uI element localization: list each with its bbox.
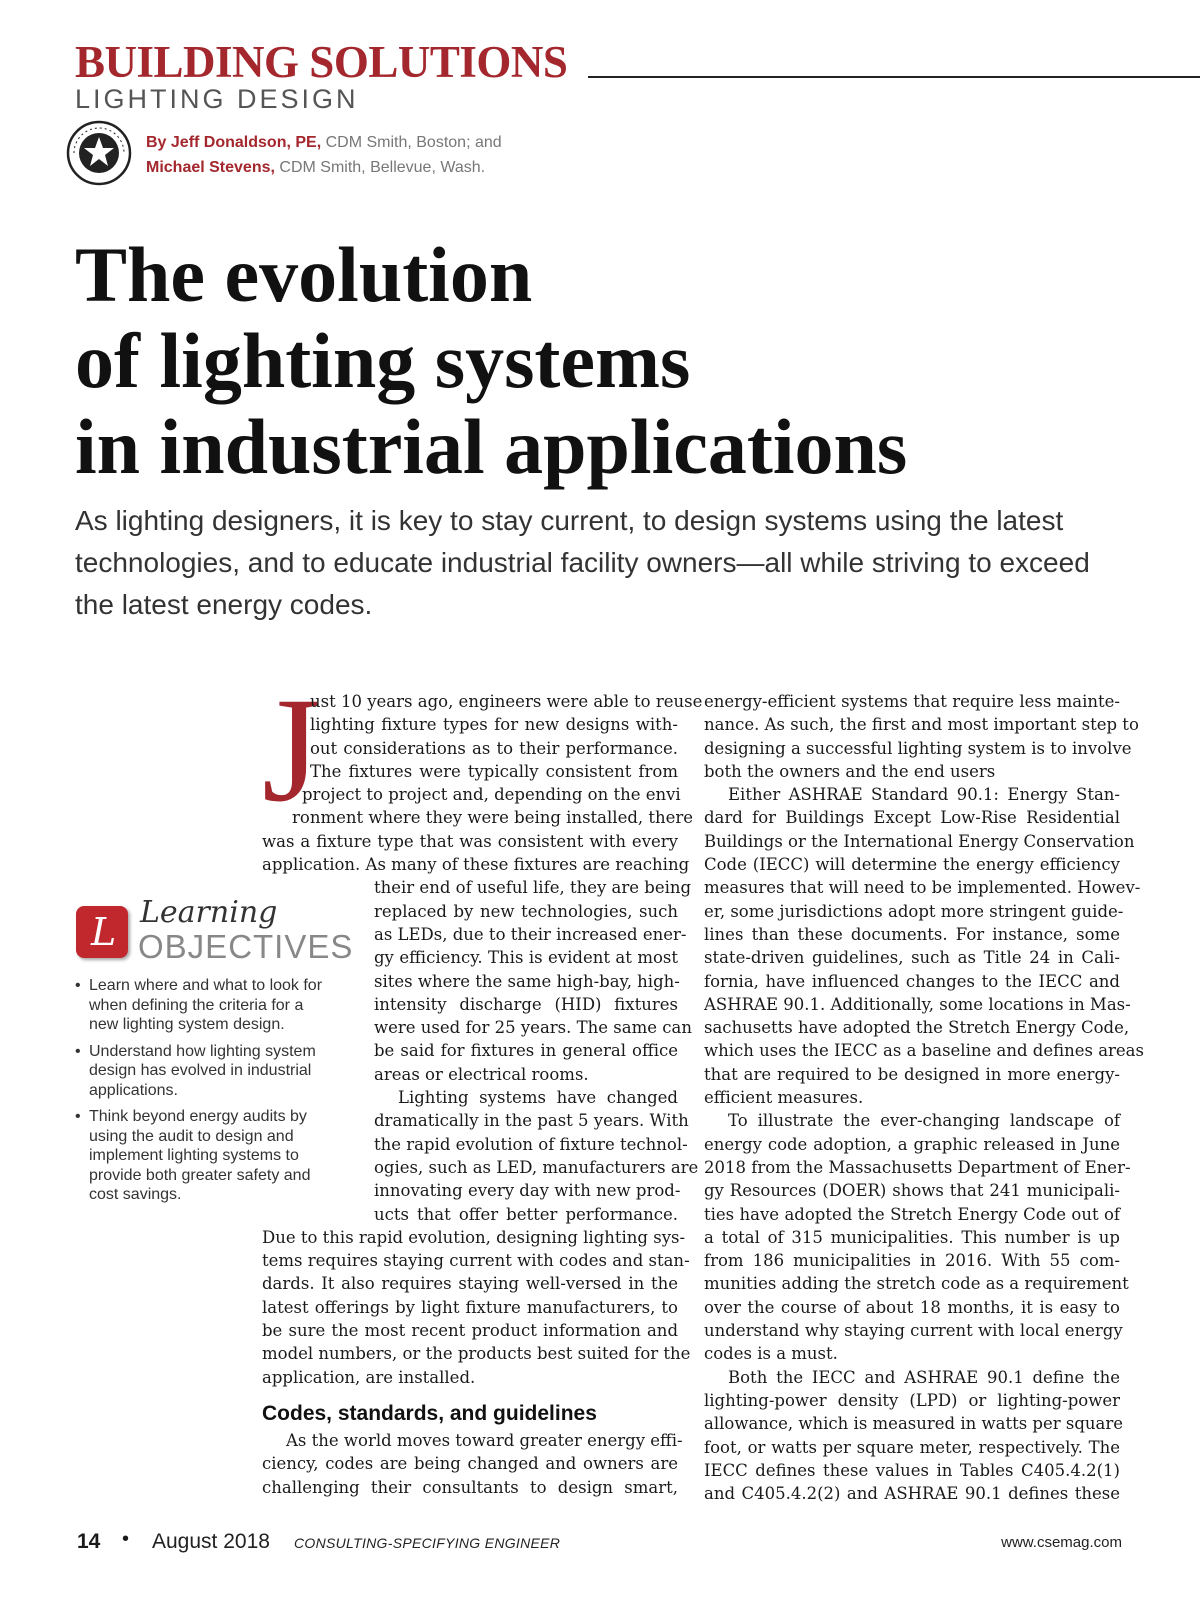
page-number: 14 xyxy=(77,1530,101,1553)
body-line: codes is a must. xyxy=(704,1344,838,1364)
body-line: energy code adoption, a graphic released in June xyxy=(704,1134,1120,1154)
body-line: Lighting systems have changed xyxy=(398,1088,678,1108)
subsection-title: LIGHTING DESIGN xyxy=(75,84,359,114)
body-line: ucts that offer better performance. xyxy=(374,1204,678,1224)
article-title xyxy=(75,232,907,490)
body-line: er, some jurisdictions adopt more stringent guide- xyxy=(704,901,1124,921)
header-rule xyxy=(588,76,1200,78)
author-2-name: Michael Stevens, xyxy=(146,159,275,176)
title-line-1: The evolution xyxy=(75,231,533,318)
body-line: ust 10 years ago, engineers were able to reuse xyxy=(310,692,703,711)
body-line: To illustrate the ever-changing landscape of xyxy=(728,1111,1120,1131)
body-line: munities adding the stretch code as a requirement xyxy=(704,1274,1129,1294)
author-1-name: By Jeff Donaldson, PE, xyxy=(146,134,322,151)
author-1-affiliation: CDM Smith, Boston; and xyxy=(321,134,502,151)
body-line: ties have adopted the Stretch Energy Code out of xyxy=(704,1204,1120,1224)
body-line: replaced by new technologies, such xyxy=(374,901,678,921)
body-line: IECC defines these values in Tables C405.4.2(1) xyxy=(704,1460,1120,1480)
body-line: Both the IECC and ASHRAE 90.1 define the xyxy=(728,1367,1120,1387)
body-line: out considerations as to their performance. xyxy=(310,738,678,758)
issue-date: August 2018 xyxy=(152,1530,270,1553)
author-2-affiliation: CDM Smith, Bellevue, Wash. xyxy=(274,159,486,176)
body-line: energy-efficient systems that require less mainte- xyxy=(704,692,1120,711)
body-line: dard for Buildings Except Low-Rise Residential xyxy=(704,808,1120,828)
learning-label: Learning xyxy=(140,895,278,930)
body-line: latest offerings by light fixture manufacturers, to xyxy=(262,1297,678,1317)
body-line: allowance, which is measured in watts per square xyxy=(704,1414,1124,1434)
body-line: challenging their consultants to design smart, xyxy=(262,1477,678,1497)
body-line: a total of 315 municipalities. This number is up xyxy=(704,1227,1120,1247)
body-line: dramatically in the past 5 years. With xyxy=(374,1111,689,1131)
body-line: As the world moves toward greater energy effi- xyxy=(286,1430,683,1450)
body-line: were used for 25 years. The same can xyxy=(374,1018,692,1038)
body-line: ronment where they were being installed, there xyxy=(292,808,694,828)
body-line: fornia, have influenced changes to the IECC and xyxy=(704,971,1120,991)
body-line: ASHRAE 90.1. Additionally, some locations in Mas- xyxy=(704,994,1131,1014)
body-line: innovating every day with new prod- xyxy=(374,1181,681,1201)
body-line: ciency, codes are being changed and owners are xyxy=(262,1454,678,1474)
body-line: model numbers, or the products best suited for the xyxy=(262,1344,691,1364)
magazine-name: CONSULTING-SPECIFYING ENGINEER xyxy=(294,1535,561,1551)
objective-item: • Think beyond energy audits by using the audit to design and implement lighting systems to provide both greater safety and cost savings. xyxy=(75,1107,337,1205)
byline xyxy=(146,130,502,180)
learning-objectives-icon: L xyxy=(76,906,128,958)
body-line: sachusetts have adopted the Stretch Energy Code, xyxy=(704,1018,1130,1038)
article-deck: As lighting designers, it is key to stay current, to design systems using the latest technologies, and to educate industrial facility owners—all while striving to exceed the latest energy codes. xyxy=(75,505,1090,620)
objective-item: • Understand how lighting system design has evolved in industrial applications. xyxy=(75,1042,337,1101)
objectives-label: OBJECTIVES xyxy=(138,928,354,965)
body-line: be said for fixtures in general office xyxy=(374,1041,678,1061)
title-line-2: of lighting systems xyxy=(75,317,691,404)
body-line: their end of useful life, they are being xyxy=(374,878,692,898)
body-line: sites where the same high-bay, high- xyxy=(374,971,680,991)
body-line: ogies, such as LED, manufacturers are xyxy=(374,1157,699,1177)
author-2 xyxy=(146,155,502,180)
footer-separator: • xyxy=(122,1528,130,1550)
body-line: dards. It also requires staying well-versed in the xyxy=(262,1274,678,1294)
body-line: The fixtures were typically consistent from xyxy=(310,761,678,781)
body-line: application. As many of these fixtures are reaching xyxy=(262,855,690,875)
body-line: Due to this rapid evolution, designing lighting sys- xyxy=(262,1227,686,1247)
body-line: lighting fixture types for new designs with- xyxy=(310,715,678,735)
body-line: from 186 municipalities in 2016. With 55 com- xyxy=(704,1251,1120,1271)
body-line: areas or electrical rooms. xyxy=(374,1064,589,1084)
drop-cap: J xyxy=(262,667,321,833)
body-line: efficient measures. xyxy=(704,1088,864,1108)
body-line: 2018 from the Massachusetts Department of Ener- xyxy=(704,1157,1131,1177)
body-line: Buildings or the International Energy Conservation xyxy=(704,831,1135,851)
body-line: as LEDs, due to their increased ener- xyxy=(374,924,687,944)
body-line: foot, or watts per square meter, respectively. The xyxy=(704,1437,1120,1457)
body-line: Code (IECC) will determine the energy efficiency xyxy=(704,855,1120,875)
body-line: understand why staying current with local energy xyxy=(704,1321,1123,1341)
body-column-1 xyxy=(262,690,703,1499)
body-line: was a fixture type that was consistent with every xyxy=(262,831,678,851)
body-line: state-driven guidelines, such as Title 24 in Cali- xyxy=(704,948,1120,968)
body-line: and C405.4.2(2) and ASHRAE 90.1 defines these xyxy=(704,1484,1120,1504)
objective-item: • Learn where and what to look for when defining the criteria for a new lighting system design. xyxy=(75,976,337,1035)
body-line: gy Resources (DOER) shows that 241 municipali- xyxy=(704,1181,1120,1201)
body-line: over the course of about 18 months, it is easy to xyxy=(704,1297,1120,1317)
body-line: gy efficiency. This is evident at most xyxy=(374,948,678,968)
body-line: Either ASHRAE Standard 90.1: Energy Stan- xyxy=(728,785,1120,805)
body-line: measures that will need to be implemented. Howev- xyxy=(704,878,1141,898)
body-line: lighting-power density (LPD) or lighting-power xyxy=(704,1390,1120,1410)
magazine-url[interactable]: www.csemag.com xyxy=(1001,1534,1122,1551)
title-line-3: in industrial applications xyxy=(75,403,908,490)
body-line: nance. As such, the first and most important step to xyxy=(704,715,1139,735)
section-title: BUILDING SOLUTIONS xyxy=(75,37,568,87)
body-line: both the owners and the end users xyxy=(704,761,996,781)
body-line: the rapid evolution of fixture technol- xyxy=(374,1134,688,1154)
author-1 xyxy=(146,130,502,155)
body-line: lines than these documents. For instance, some xyxy=(704,924,1120,944)
body-line: application, are installed. xyxy=(262,1367,476,1387)
body-line: tems requires staying current with codes and stan- xyxy=(262,1251,690,1271)
body-line: project to project and, depending on the envi xyxy=(302,785,681,805)
peer-reviewed-badge-icon xyxy=(66,120,132,186)
body-line: designing a successful lighting system is to involve xyxy=(704,738,1132,758)
body-line: be sure the most recent product information and xyxy=(262,1321,678,1341)
body-line: that are required to be designed in more energy- xyxy=(704,1064,1120,1084)
body-line: intensity discharge (HID) fixtures xyxy=(374,994,678,1014)
body-line: which uses the IECC as a baseline and defines areas xyxy=(704,1041,1144,1061)
body-column-2 xyxy=(704,690,1144,1505)
section-subhead: Codes, standards, and guidelines xyxy=(262,1401,597,1425)
